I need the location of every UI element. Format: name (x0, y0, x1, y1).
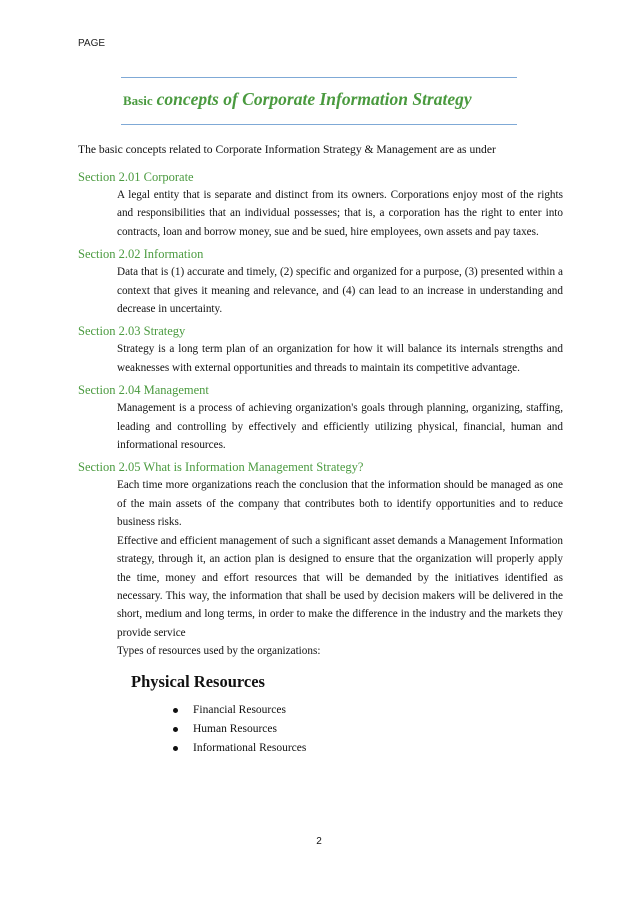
section-heading: Section 2.03 Strategy (78, 324, 186, 339)
section-paragraph: A legal entity that is separate and distinct from its owners. Corporations enjoy most of the rights and responsibilities that an individual possesses; that is, a corporation has the right to enter into contracts, loan and borrow money, sue and be sued, hire employees, own assets and pay taxes. (117, 189, 563, 238)
section-information-management-strategy (78, 458, 563, 660)
section-paragraph: Management is a process of achieving organization's goals through planning, organizing, staffing, leading and controlling by effectively and efficiently utilizing physical, financial, human and informational resources. (117, 402, 563, 452)
section-heading: Section 2.04 Management (78, 383, 209, 398)
document-title-basic: Basic (123, 93, 153, 108)
section-paragraph: Effective and efficient management of such a significant asset demands a Management Information strategy, through it, an action plan is designed to ensure that the organization will properly apply the time, money and effort resources that will be demanded by the initiatives identified as necessary. This way, the information that shall be used by decision makers will be delivered in the short, medium and long terms, in order to make the difference in the industry and the markets they provide service (117, 534, 563, 639)
page-header-label: PAGE (78, 38, 106, 49)
section-management (78, 381, 563, 454)
bullet-icon (173, 727, 178, 732)
document-title-main: concepts of Corporate Information Strategy (156, 89, 472, 109)
section-information (78, 245, 563, 318)
list-item (171, 720, 563, 739)
title-bottom-rule (121, 124, 517, 125)
section-heading: Section 2.02 Information (78, 247, 204, 262)
bullet-icon (173, 746, 178, 751)
section-corporate (78, 168, 563, 241)
list-item-label: Human Resources (193, 722, 277, 735)
resources-heading: Physical Resources (131, 671, 265, 691)
bullet-icon (173, 708, 178, 713)
list-item-label: Financial Resources (193, 703, 286, 716)
section-paragraph: Types of resources used by the organizations: (117, 645, 321, 658)
section-heading: Section 2.01 Corporate (78, 170, 194, 184)
section-strategy (78, 322, 563, 377)
resources-list (78, 701, 563, 758)
list-item (171, 739, 563, 758)
list-item-label: Informational Resources (193, 741, 307, 754)
document-title (123, 89, 472, 110)
page-number: 2 (316, 836, 322, 847)
section-paragraph: Data that is (1) accurate and timely, (2) specific and organized for a purpose, (3) presented within a context that gives it meaning and relevance, and (4) can lead to an increase in understanding and decrease in uncertainty. (117, 266, 563, 316)
section-paragraph: Each time more organizations reach the conclusion that the information should be managed as one of the main assets of the company that contributes both to identify opportunities and to reduce business risks. (117, 479, 563, 529)
section-paragraph: Strategy is a long term plan of an organization for how it will balance its internals strengths and weaknesses with external opportunities and threads to maintain its competitive advantage. (117, 343, 563, 374)
document-body (78, 168, 563, 758)
list-item (171, 701, 563, 720)
title-top-rule (121, 77, 517, 78)
intro-sentence: The basic concepts related to Corporate Information Strategy & Management are as under (78, 143, 496, 156)
section-heading: Section 2.05 What is Information Management Strategy? (78, 460, 364, 475)
